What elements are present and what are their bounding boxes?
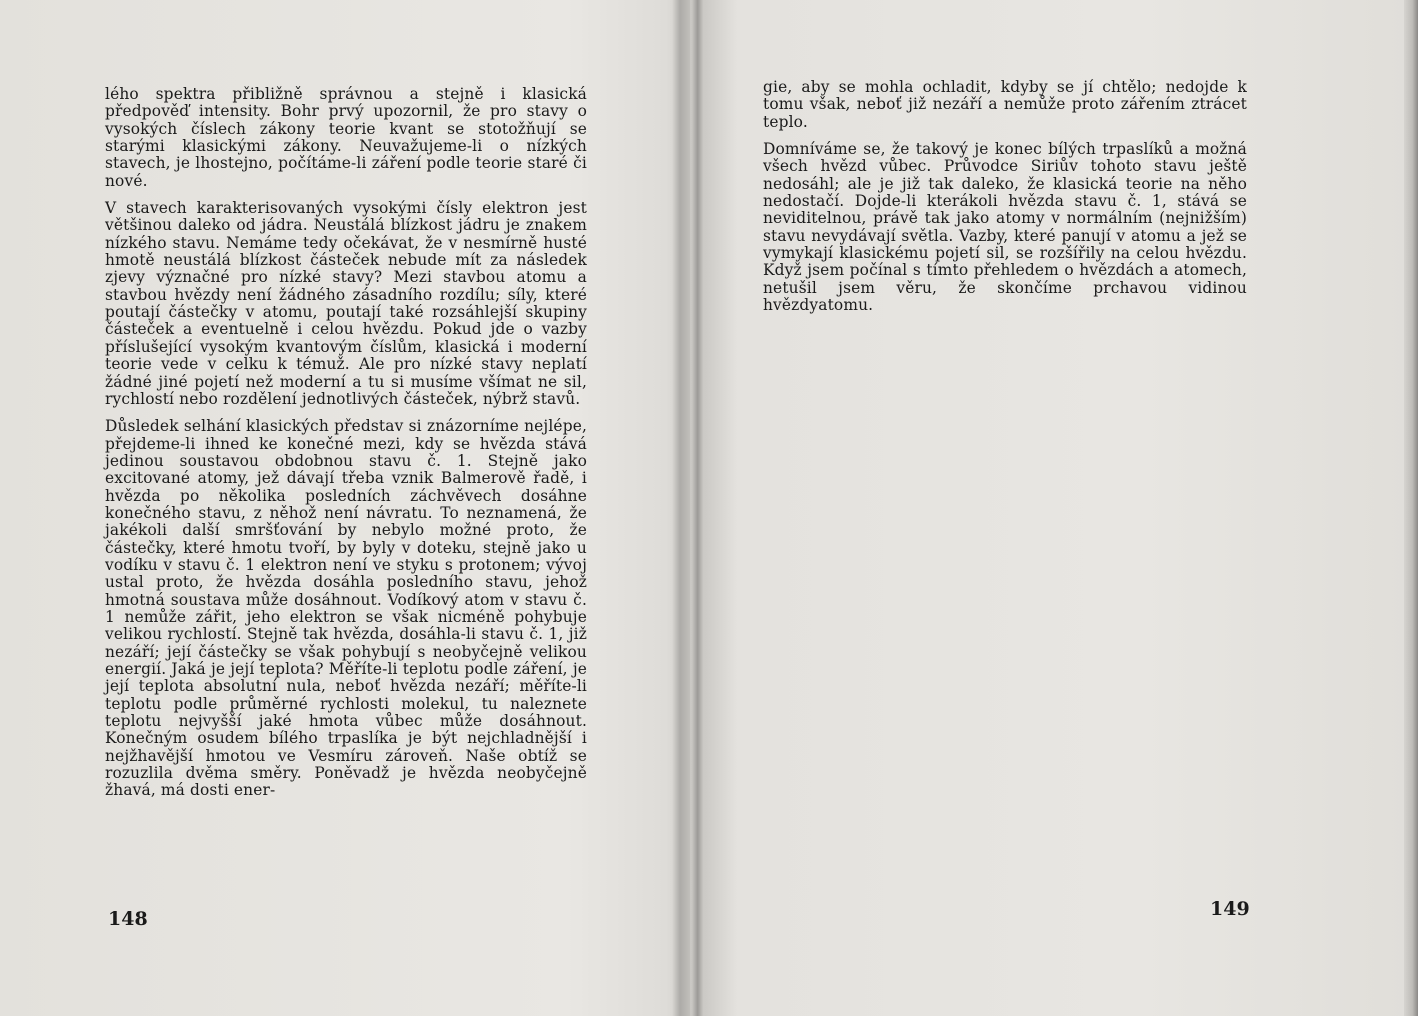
left-page-text [105, 86, 587, 810]
page-number-left: 148 [108, 908, 148, 930]
paragraph: Domníváme se, že takový je konec bílých trpaslíků a možná všech hvězd vůbec. Průvodce Siriův tohoto stavu ještě nedosáhl; ale je již tak daleko, že klasická teorie na něho nedostačí. Dojde-li kterákoli hvězda stavu č. 1, stává se neviditelnou, právě tak jako atomy v normálním (nejnižším) stavu nevydávají světla. Vazby, které panují v atomu a jež se vymykají klasickému pojetí sil, se rozšířily na celou hvězdu. Když jsem počínal s tímto přehledem o hvězdách a atomech, netušil jsem věru, že skončíme prchavou vidinou hvězdyatomu. [763, 140, 1247, 315]
paragraph: Důsledek selhání klasických představ si znázorníme nejlépe, přejdeme-li ihned ke konečné mezi, kdy se hvězda stává jedinou soustavou obdobnou stavu č. 1. Stejně jako excitované atomy, jež dávají třeba vznik Balmerově řadě, i hvězda po několika posledních záchvěvech dosáhne konečného stavu, z něhož není návratu. To neznamená, že jakékoli další smršťování by nebylo možné proto, že částečky, které hmotu tvoří, by byly v doteku, stejně jako u vodíku v stavu č. 1 elektron není ve styku s protonem; vývoj ustal proto, že hvězda dosáhla posledního stavu, jehož hmotná soustava může dosáhnout. Vodíkový atom v stavu č. 1 nemůže zářit, jeho elektron se však nicméně pohybuje velikou rychlostí. Stejně tak hvězda, dosáhla-li stavu č. 1, již nezáří; její částečky se však pohybují s neobyčejně velikou energií. Jaká je její teplota? Měříte-li teplotu podle záření, je její teplota absolutní nula, neboť hvězda nezáří; měříte-li teplotu podle průměrné rychlosti molekul, tu naleznete teplotu nejvyšší jaké hmota vůbec může dosáhnout. Konečným osudem bílého trpaslíka je být nejchladnější i nejžhavější hmotou ve Vesmíru zároveň. Naše obtíž se rozuzlila dvěma směry. Poněvadž je hvězda neobyčejně žhavá, má dosti ener- [105, 417, 587, 800]
paragraph: lého spektra přibližně správnou a stejně i klasická předpověď intensity. Bohr prvý upozornil, že pro stavy o vysokých číslech zákony teorie kvant se stotožňují se starými klasickými zákony. Neuvažujeme-li o nízkých stavech, je lhostejno, počítáme-li záření podle teorie staré či nové. [105, 85, 587, 190]
paragraph: gie, aby se mohla ochladit, kdyby se jí chtělo; nedojde k tomu však, neboť již nezáří a nemůže proto zářením ztrácet teplo. [763, 78, 1247, 131]
right-page-text [763, 79, 1247, 324]
page-number-right: 149 [1210, 898, 1250, 920]
page-edge [1404, 0, 1418, 1016]
left-page [0, 0, 680, 1016]
paragraph: V stavech karakterisovaných vysokými čísly elektron jest většinou daleko od jádra. Neustálá blízkost jádru je znakem nízkého stavu. Nemáme tedy očekávat, že v nesmírně husté hmotě neustálá blízkost částeček nebude mít za následek zjevy význačné pro nízké stavy? Mezi stavbou atomu a stavbou hvězdy není žádného zásadního rozdílu; síly, které poutají částečky v atomu, poutají také rozsáhlejší skupiny částeček a eventuelně i celou hvězdu. Pokud jde o vazby příslušející vysokým kvantovým číslům, klasická i moderní teorie vede v celku k témuž. Ale pro nízké stavy neplatí žádné jiné pojetí než moderní a tu si musíme všímat ne sil, rychlostí nebo rozdělení jednotlivých částeček, nýbrž stavů. [105, 199, 587, 408]
right-page [690, 0, 1404, 1016]
